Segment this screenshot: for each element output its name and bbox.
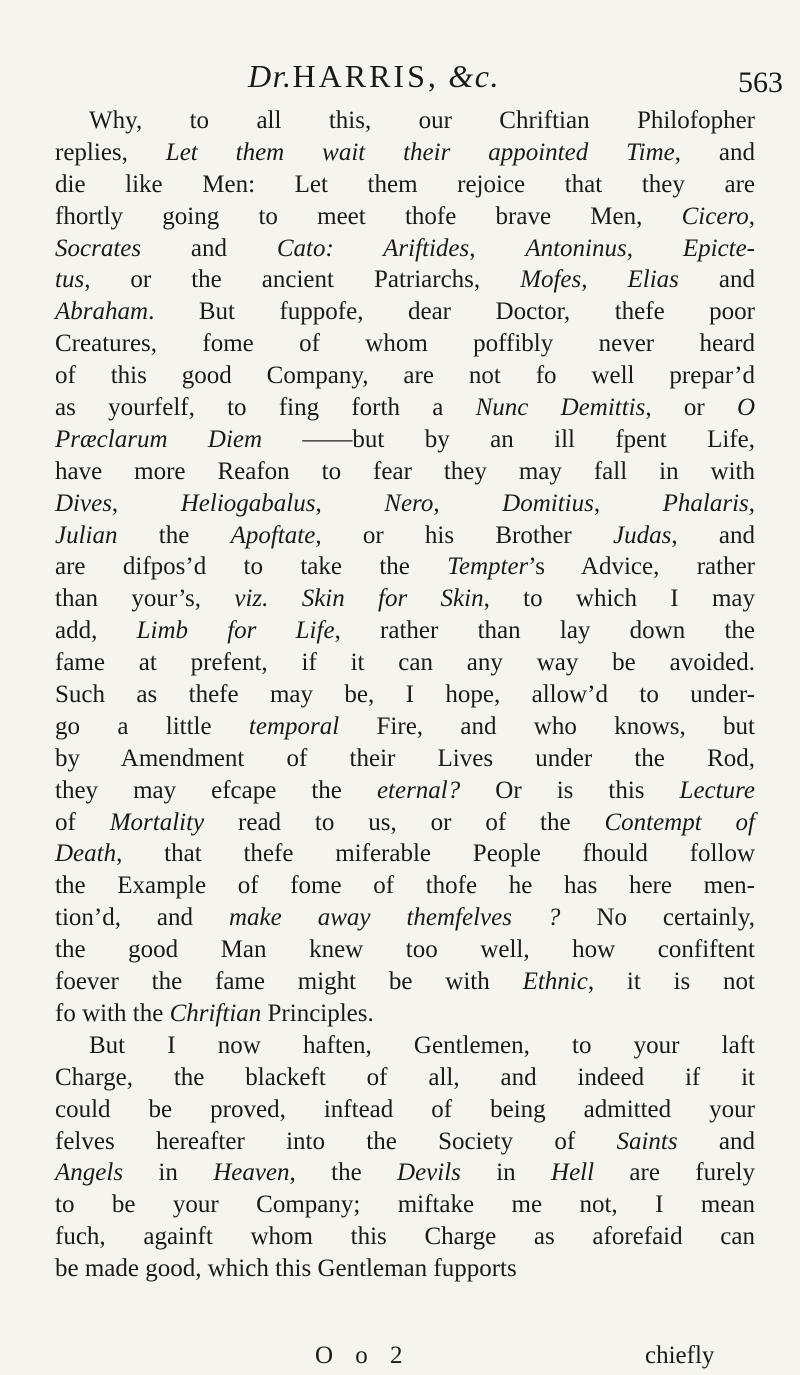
text-run: , or [645, 394, 737, 422]
text-run: Or is this [460, 776, 680, 804]
text-line [55, 966, 755, 998]
text-run: Why, to all this, our Chriftian Philofopher [89, 107, 755, 134]
italic-text: Dives [55, 489, 112, 517]
italic-text: Cicero [681, 202, 749, 230]
text-run: , and [674, 138, 755, 166]
italic-text: Apoftate [230, 521, 316, 549]
italic-text: Judas [613, 521, 672, 549]
text-line [55, 551, 755, 583]
italic-text: Chriftian [169, 999, 262, 1027]
running-title [248, 58, 500, 95]
text-run: fame at prefent, if it can any way be avoided. [55, 649, 755, 677]
text-line [55, 424, 755, 456]
text-line [55, 233, 755, 265]
italic-text: Mortality [109, 808, 205, 836]
text-run: , [469, 234, 526, 262]
text-run: , to which I may [483, 585, 755, 613]
italic-text: Antoninus [525, 234, 627, 262]
text-run: , it is not [587, 968, 756, 996]
catchword: chiefly [645, 1342, 715, 1369]
text-run: Charge, the blackeft of all, and indeed if it [55, 1063, 755, 1091]
text-line [55, 1094, 755, 1126]
text-run: , [315, 489, 385, 517]
text-run: , the [289, 1159, 398, 1187]
text-line [55, 647, 755, 679]
italic-text: Domitius [502, 489, 594, 517]
text-run: No certainly, [560, 904, 755, 932]
italic-text: Angels [55, 1159, 124, 1187]
italic-text: make away themfelves ? [229, 904, 561, 932]
text-run: , [111, 489, 181, 517]
text-run: as yourfelf, to fing forth a [55, 394, 476, 422]
italic-text: Let them wait their appointed Time [165, 138, 675, 166]
text-line [55, 520, 755, 552]
text-run: the [117, 521, 231, 549]
italic-text: Death [55, 840, 117, 868]
text-line [55, 711, 755, 743]
italic-text: Julian [55, 521, 118, 549]
text-line [55, 392, 755, 424]
text-line [55, 169, 755, 201]
text-run: are furely [594, 1159, 755, 1187]
text-line [55, 105, 755, 137]
italic-text: temporal [248, 712, 340, 740]
text-line [55, 583, 755, 615]
text-line [55, 1126, 755, 1158]
text-run: have more Reafon to fear they may fall in with [55, 457, 755, 485]
text-run: But I now haften, Gentlemen, to your laft [89, 1031, 755, 1059]
text-run: in [123, 1159, 214, 1187]
text-line [55, 360, 755, 392]
running-title-name: HARRIS, [292, 58, 439, 94]
text-line [55, 1221, 755, 1253]
text-run: , [626, 234, 683, 262]
italic-text: Mofes [520, 266, 582, 294]
text-run: Such as thefe may be, I hope, allow’d to under- [55, 681, 755, 709]
text-run: tion’d, and [55, 904, 229, 932]
text-line [55, 870, 755, 902]
text-run: fo with the [55, 999, 170, 1027]
running-title-suffix: &c. [448, 58, 500, 94]
italic-text: Præclarum Diem [55, 425, 263, 453]
text-run: of this good Company, are not fo well prepar’d [55, 362, 755, 390]
text-run: , [748, 202, 755, 230]
italic-text: Abraham [55, 298, 149, 326]
text-run: are difpos’d to take the [55, 553, 448, 581]
italic-text: Contempt of [604, 808, 755, 836]
text-line [55, 201, 755, 233]
text-run: , [581, 266, 628, 294]
text-run: and [141, 234, 277, 262]
text-run: . But fuppofe, dear Doctor, thefe poor [148, 298, 755, 326]
italic-text: Nero [384, 489, 434, 517]
text-line [55, 743, 755, 775]
text-line [55, 488, 755, 520]
text-run: , or his Brother [315, 521, 614, 549]
italic-text: Phalaris [662, 489, 749, 517]
text-run: replies, [55, 138, 166, 166]
text-run: die like Men: Let them rejoice that they are [55, 170, 755, 198]
text-line [55, 807, 755, 839]
italic-text: Epicte- [682, 234, 756, 262]
text-run: and [677, 1127, 755, 1155]
italic-text: Saints [616, 1127, 678, 1155]
footer-line [0, 1342, 800, 1374]
text-line [55, 137, 755, 169]
text-line [55, 328, 755, 360]
italic-text: Nunc Demittis [475, 394, 646, 422]
italic-text: Limb for Life [136, 617, 335, 645]
italic-text: viz. Skin for Skin [234, 585, 484, 613]
italic-text: Cato: Ariftides [276, 234, 470, 262]
text-run: , [593, 489, 663, 517]
text-run: go a little [55, 712, 249, 740]
italic-text: Heaven [213, 1159, 290, 1187]
text-run: and [678, 266, 756, 294]
text-run: , [748, 489, 756, 517]
text-line [55, 902, 755, 934]
text-line [55, 296, 755, 328]
running-head [0, 58, 800, 106]
text-line [55, 264, 755, 296]
page-number: 563 [738, 66, 783, 99]
italic-text: Ethnic [522, 968, 588, 996]
text-run: Fire, and who knows, but [339, 712, 756, 740]
text-run: fhortly going to meet thofe brave Men, [55, 202, 682, 230]
italic-text: Elias [627, 266, 679, 294]
text-line [55, 1189, 755, 1221]
text-run: , or the ancient Patriarchs, [84, 266, 521, 294]
text-line [55, 1062, 755, 1094]
text-line [55, 775, 755, 807]
text-line [55, 1157, 755, 1189]
running-title-prefix: Dr. [248, 58, 293, 94]
text-run: , and [671, 521, 755, 549]
text-run: ——but by an ill fpent Life, [262, 425, 755, 453]
italic-text: tus [55, 266, 85, 294]
text-run: Creatures, fome of whom poffibly never heard [55, 330, 755, 358]
text-run: could be proved, inftead of being admitted your [55, 1095, 755, 1123]
text-run: add, [55, 617, 137, 645]
text-line [55, 679, 755, 711]
italic-text: Devils [397, 1159, 461, 1187]
text-line [55, 838, 755, 870]
text-run: be made good, which this Gentleman fupports [55, 1255, 517, 1283]
text-run: , [433, 489, 503, 517]
text-line [55, 998, 755, 1030]
text-run: the Example of fome of thofe he has here men- [55, 872, 755, 900]
text-run: the good Man knew too well, how confiftent [55, 936, 755, 964]
text-run: of [55, 808, 110, 836]
text-run: than your’s, [55, 585, 235, 613]
text-run: , rather than lay down the [334, 617, 755, 645]
text-line [55, 1030, 755, 1062]
text-run: , that thefe miferable People fhould follow [116, 840, 755, 868]
text-run: fuch, againft whom this Charge as aforefaid can [55, 1223, 755, 1251]
text-run: Principles. [261, 999, 374, 1027]
italic-text: O [736, 394, 755, 422]
text-run: by Amendment of their Lives under the Rod, [55, 744, 755, 772]
italic-text: eternal? [376, 776, 461, 804]
text-run: ’s Advice, rather [528, 553, 755, 581]
text-line [55, 456, 755, 488]
text-run: to be your Company; miftake me not, I mean [55, 1191, 755, 1219]
text-run: felves hereafter into the Society of [55, 1127, 617, 1155]
signature-mark: O o 2 [315, 1342, 411, 1369]
text-line [55, 1253, 755, 1285]
italic-text: Hell [551, 1159, 595, 1187]
text-run: in [460, 1159, 552, 1187]
text-line [55, 934, 755, 966]
text-run: foever the fame might be with [55, 968, 523, 996]
text-run: read to us, or of the [204, 808, 605, 836]
body-text [55, 105, 755, 1285]
text-run: they may efcape the [55, 776, 377, 804]
italic-text: Heliogabalus [180, 489, 316, 517]
italic-text: Lecture [679, 776, 755, 804]
italic-text: Tempter [447, 553, 529, 581]
text-line [55, 615, 755, 647]
italic-text: Socrates [55, 234, 142, 262]
